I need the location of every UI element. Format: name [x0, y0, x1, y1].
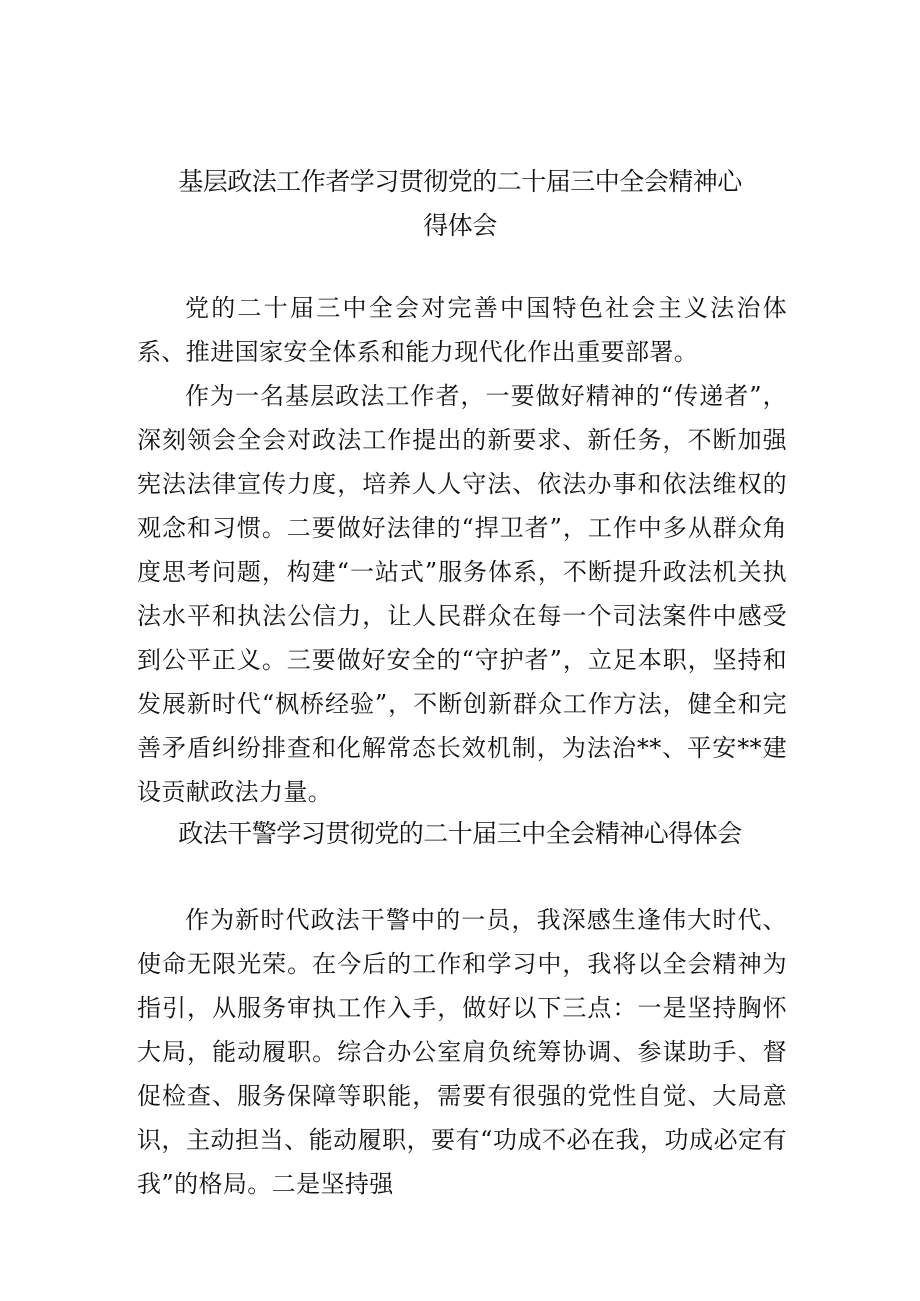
article-2-title: 政法干警学习贯彻党的二十届三中全会精神心得体会: [178, 819, 742, 848]
article-1-paragraph-1: 党的二十届三中全会对完善中国特色社会主义法治体系、推进国家安全体系和能力现代化作出重要部署。: [137, 294, 787, 366]
article-1-paragraph-2: 作为一名基层政法工作者，一要做好精神的“传递者”，深刻领会全会对政法工作提出的新要求、新任务，不断加强宪法法律宣传力度，培养人人守法、依法办事和依法维权的观念和习惯。二要做好法律的“捍卫者”，工作中多从群众角度思考问题，构建“一站式”服务体系，不断提升政法机关执法水平和执法公信力，让人民群众在每一个司法案件中感受到公平正义。三要做好安全的“守护者”，立足本职，坚持和发展新时代“枫桥经验”，不断创新群众工作方法，健全和完善矛盾纠纷排查和化解常态长效机制，为法治**、平安**建设贡献政法力量。: [137, 382, 787, 806]
article-2-body: [137, 898, 787, 1206]
article-2-paragraph-1: 作为新时代政法干警中的一员，我深感生逢伟大时代、使命无限光荣。在今后的工作和学习中，我将以全会精神为指引，从服务审执工作入手，做好以下三点：一是坚持胸怀大局，能动履职。综合办公室肩负统筹协调、参谋助手、督促检查、服务保障等职能，需要有很强的党性自觉、大局意识，主动担当、能动履职，要有“功成不必在我，功成必定有我”的格局。二是坚持强: [137, 906, 787, 1198]
article-1-body: [137, 286, 787, 814]
article-1-title: [100, 160, 820, 248]
article-1-title-line-2: 得体会: [423, 211, 497, 240]
article-1-title-line-1: 基层政法工作者学习贯彻党的二十届三中全会精神心: [178, 167, 742, 196]
